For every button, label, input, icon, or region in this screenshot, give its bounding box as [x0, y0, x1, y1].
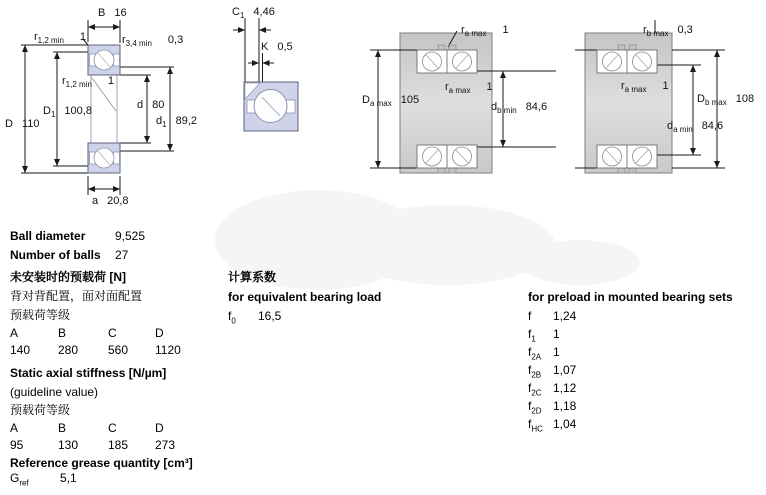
dim-label-r34: $r_{3,4 min}$ 0,3: [122, 34, 184, 49]
spec-row-number-of-balls: [10, 248, 128, 262]
dim-label-D1: $D_1$ 100,8: [43, 105, 92, 120]
dim-label-da-min: $d_{a min}$ 84,6: [667, 120, 724, 135]
dim-label-d1: $d_1$ 89,2: [156, 115, 197, 130]
ball-diameter-value: 9,525: [115, 229, 146, 243]
dim-label-d: d 80: [137, 99, 165, 111]
spec-row-ball-diameter: [10, 229, 145, 243]
dim-label-Da-max: $D_{a max}$ 105: [362, 94, 420, 109]
stiffness-class-label: 预载荷等级: [10, 403, 71, 417]
gref-symbol: $G_{ref}$: [10, 471, 29, 488]
factor-row-f2B: $f_{2B}$ 1,07: [528, 363, 577, 380]
number-of-balls-value: 27: [115, 248, 129, 262]
preload-class-label: 预载荷等级: [10, 308, 71, 322]
calculation-title-cn: 计算系数: [228, 270, 277, 284]
dim-label-B: B 16: [98, 7, 127, 19]
dim-label-ra-mid: $r_{a max}$ 1: [445, 81, 493, 96]
bearing-detail-drawing: [225, 5, 320, 155]
stiffness-title: Static axial stiffness [N/µm]: [10, 366, 167, 380]
factor-row-f2A: $f_{2A}$ 1: [528, 345, 560, 362]
dim-label-ra-max-right: $r_{a max}$ 1: [621, 80, 669, 95]
preload-table-value-row: 140 280 560 1120: [10, 343, 181, 357]
dim-label-Db-max: $D_{b max}$ 108: [697, 93, 755, 108]
gref-value: 5,1: [60, 471, 77, 485]
dim-label-D: D 110: [5, 118, 40, 130]
dim-label-ra-top: $r_{a max}$ 1: [461, 24, 509, 39]
dim-label-a: a 20,8: [92, 195, 129, 207]
dim-label-C1: $C_1$ 4,46: [232, 6, 275, 21]
stiffness-table-header-row: A B C D: [10, 421, 164, 435]
preload-factors-title: for preload in mounted bearing sets: [528, 290, 733, 304]
dim-label-db-min: $d_{b min}$ 84,6: [491, 101, 548, 116]
factor-row-f2D: $f_{2D}$ 1,18: [528, 399, 577, 416]
factor-row-fHC: $f_{HC}$ 1,04: [528, 417, 577, 434]
grease-row: [10, 471, 77, 488]
equiv-load-title: for equivalent bearing load: [228, 290, 382, 304]
number-of-balls-label: Number of balls: [10, 248, 101, 262]
preload-unmounted-title: 未安装时的预载荷 [N]: [10, 270, 126, 284]
factor-row-f1: $f_1$ 1: [528, 327, 560, 344]
stiffness-table-value-row: 95 130 185 273: [10, 438, 176, 452]
dim-label-K: K 0,5: [261, 41, 293, 53]
f0-symbol: $f_0$: [228, 309, 236, 326]
f0-row: [228, 309, 282, 326]
watermark: [340, 205, 555, 285]
watermark: [520, 240, 640, 285]
dim-label-r12-mid: $r_{1,2 min}$ 1: [62, 75, 115, 90]
factor-row-f2C: $f_{2C}$ 1,12: [528, 381, 577, 398]
dim-label-rb-max: $r_{b max}$ 0,3: [643, 24, 693, 39]
grease-title: Reference grease quantity [cm³]: [10, 456, 193, 470]
preload-arrangement-subtitle: 背对背配置，面对面配置: [10, 289, 143, 303]
factor-row-f: f 1,24: [528, 309, 577, 323]
stiffness-note: (guideline value): [10, 385, 99, 399]
ball-diameter-label: Ball diameter: [10, 229, 86, 243]
preload-table-header-row: A B C D: [10, 326, 164, 340]
dim-label-r12-top: $r_{1,2 min}$ 1: [34, 31, 87, 46]
f0-value: 16,5: [258, 309, 282, 323]
